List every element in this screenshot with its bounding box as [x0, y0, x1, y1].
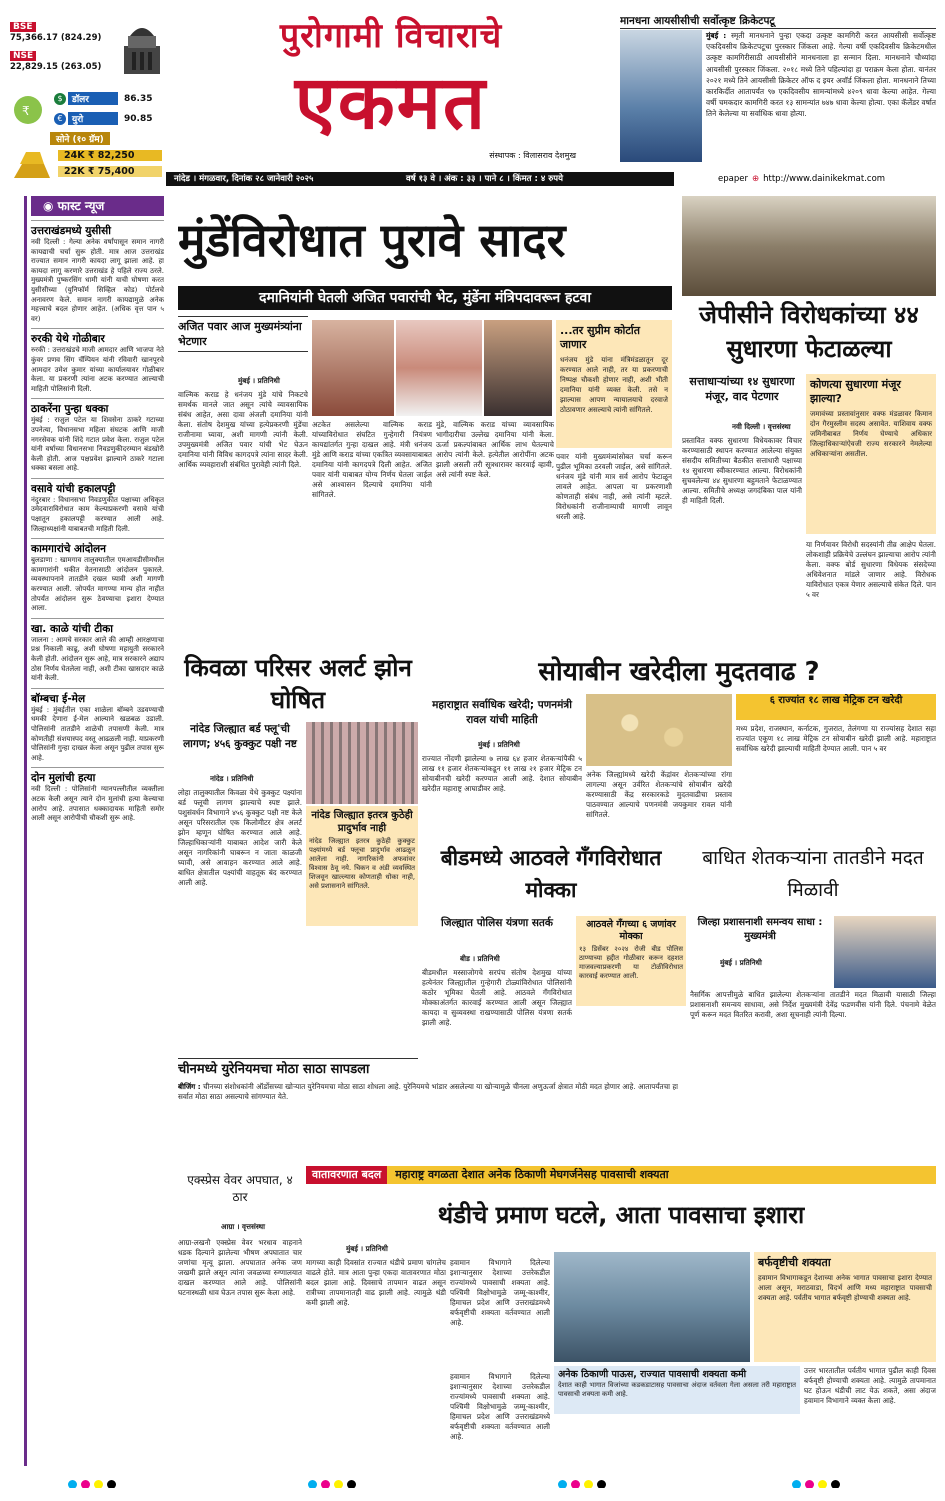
fast-news-item-title: खा. काळे यांची टीका	[31, 618, 164, 636]
masthead-tagline: पुरोगामी विचाराचे	[279, 16, 503, 56]
fast-news-item-title: रुरकी येथे गोळीबार	[31, 328, 164, 346]
munde-subhead: दमानियांनी घेतली अजित पवारांची भेट, मुंडेंना मंत्रिपदावरून हटवा	[178, 286, 672, 310]
birdflu-dateline: नांदेड । प्रतिनिधी	[210, 774, 254, 783]
top-story-text: स्मृती मानधनाने पुन्हा एकदा उत्कृष्ट कामगिरी करत आयसीसी सर्वोत्कृष्ट एकदिवसीय क्रिकेटपटूचा पुरस्कार जिंकला आहे. गेल्या वर्षी एकदिवसीय क्रिकेटमधील उत्कृष्ट कामगिरीसाठी आयसीसीने मानधनाला हा सन्मान दिला. मानधनाने चौथ्यांदा आयसीसी पुरस्कार जिंकला. २०१८ मध्ये तिने पहिल्यांदा हा पराक्रम केला होता. यानंतर २०२१ मध्ये तिने आयसीसी क्रिकेटर ऑफ द इयर अवॉर्ड जिंकला होता. मानधनाने तिच्या कारकिर्दीत आतापर्यंत ९७ एकदिवसीय सामन्यांमध्ये ४२०९ धावा केल्या आहेत. गेल्या वर्षी चमकदार कामगिरी करत १३ सामन्यांत ७४७ धावा केल्या होत्या. एका कॅलेंडर वर्षात तिने केलेल्या या सर्वाधिक धावा होत्या.	[706, 31, 936, 119]
birdflu-box	[306, 806, 418, 926]
munde-body-4: पवार यांनी मुख्यमंत्र्यांसोबत चर्चा करून पुढील भूमिका ठरवली जाईल, असे सांगितले. धनंजय मुंडे यांनी मात्र सर्व आरोप फेटाळून लावले आहेत. आपला या प्रकरणाशी कोणताही संबंध नाही, असे त्यांनी म्हटले. विरोधकांनी राजीनाम्याची मागणी लावून धरली आहे.	[556, 452, 672, 521]
munde-body-3: मुंडे, वाल्मिक कराड यांच्या व्यावसायिक भागीदारीचा उल्लेख दमानिया यांनी केला. ऊर्जा प्रकल्पांबाबत आर्थिक लाभ घेतल्याचे आरोप त्यांनी केले. हत्येतील आरोपींना अटक झाली असली तरी सूत्रधारावर कारवाई व्हावी, असे त्यांनी स्पष्ट केले.	[436, 420, 554, 479]
beed-body: बीडमधील मस्साजोगचे सरपंच संतोष देशमुख यांच्या हत्येनंतर जिल्ह्यातील गुन्हेगारी टोळ्यांविरोधात पोलिसांनी कठोर भूमिका घेतली आहे. आठवले गँगविरोधात मोक्काअंतर्गत कारवाई करण्यात आली असून जिल्ह्यात कायदा व सुव्यवस्था राखण्यासाठी पोलिस यंत्रणा सतर्क झाली आहे.	[422, 968, 572, 1027]
weather-body-4: हवामान विभागाने दिलेल्या इशाऱ्यानुसार देशाच्या उत्तरेकडील राज्यांमध्ये पावसाची शक्यता आहे. पश्चिमी विक्षोभामुळे जम्मू-काश्मीर, हिमाचल प्रदेश आणि उत्तराखंडमध्ये बर्फवृष्टीची शक्यता वर्तवण्यात आली आहे.	[450, 1372, 550, 1441]
epaper-text: epaper	[718, 174, 748, 184]
registration-marks-mid	[556, 1474, 656, 1488]
weather-photo	[554, 1252, 750, 1362]
munde-box-body: धनंजय मुंडे यांना मंत्रिमंडळातून दूर करण्यात आले नाही, तर या प्रकरणाची निष्पक्ष चौकशी होणार नाही, अशी भीती दमानिया यांनी व्यक्त केली. तसे न झाल्यास आपण न्यायालयाचे दरवाजे ठोठावणार असल्याचे त्यांनी सांगितले.	[560, 356, 668, 414]
china-text: चीनच्या संशोधकांनी ऑर्डोसच्या खोऱ्यात युरेनियमचा मोठा साठा शोधला आहे. युरेनियमचे भांडार असलेल्या या खोऱ्यामुळे चीनला अणुऊर्जा क्षेत्रात मोठी मदत होणार आहे. आतापर्यंतचा हा सर्वात मोठा साठा असल्याचे सांगण्यात येते.	[178, 1082, 678, 1101]
weather-banner-text: महाराष्ट्र वगळता देशात अनेक ठिकाणी मेघगर्जनेसह पावसाची शक्यता	[387, 1166, 936, 1184]
munde-box-title: ...तर सुप्रीम कोर्टात जाणार	[560, 324, 641, 351]
china-body	[178, 1082, 678, 1126]
euro-value: 90.85	[124, 113, 153, 124]
beed-dateline: बीड । प्रतिनिधी	[460, 954, 500, 963]
fast-news-item-body: मुंबई : राजुल पटेल या शिवसेना ठाकरे गटाच्या उपनेत्या, विधानसभा महिला संघटक आणि माजी नगरसेवक यांनी शिंदे गटात प्रवेश केला. राजुल पटेल यांनी वर्षाच्या विधानसभा निवडणुकीदरम्यान बंडखोरी केली होती. आज पक्षप्रवेश झाल्याने ठाकरे गटाला धक्का बसला आहे.	[31, 416, 164, 473]
jpc-box-body: जमावंच्या प्रस्तावांनुसार वक्फ मंडळावर किमान दोन गैरमुस्लीम सदस्य असावेत. याशिवाय वक्फ जमिनीबाबत निर्णय घेण्याचे अधिकार जिल्हाधिकाऱ्यांऐवजी राज्य सरकारने नेमलेल्या अधिकाऱ्यांना असतील.	[810, 410, 932, 458]
registration-marks-right	[790, 1474, 890, 1488]
soybean-headline: सोयाबीन खरेदीला मुदतवाढ ?	[538, 657, 820, 687]
photo-dhananjay-munde	[484, 320, 552, 416]
euro-icon: €	[54, 113, 66, 125]
nse-value: 22,829.15 (263.05)	[10, 62, 102, 72]
fast-news-item-title: कामगारांचे आंदोलन	[31, 538, 164, 556]
beed-box-title: आठवले गँगच्या ६ जणांवर मोक्का	[586, 919, 676, 942]
gold-label: सोने (१० ग्रॅम)	[50, 132, 110, 145]
photo-ajit-pawar	[396, 320, 482, 416]
fast-news-item-title: उत्तराखंडमध्ये युसीसी	[31, 220, 164, 238]
dollar-label: डॉलर	[68, 92, 118, 105]
fast-news-header	[31, 196, 164, 216]
weather-headline: थंडीचे प्रमाण घटले, आता पावसाचा इशारा	[437, 1201, 805, 1229]
fast-news-item-body: जालना : आमचे सरकार आले की आम्ही आरक्षणाचा प्रश्न निकाली काढू, अशी घोषणा महायुती सरकारने केली होती. आंदोलन सुरू आहे, मात्र सरकारने अद्याप ठोस निर्णय घेतलेला नाही, अशी टीका खासदार काळे यांनी केली.	[31, 635, 164, 683]
website-link[interactable]: http://www.dainikekmat.com	[763, 174, 886, 184]
weather-body-3: उत्तर भारतातील पर्वतीय भागात पुढील काही दिवस बर्फवृष्टी होण्याची शक्यता आहे. त्यामुळे तापमानात घट होऊन थंडीची लाट येऊ शकते, असा अंदाज हवामान विभागाने व्यक्त केला आहे.	[804, 1366, 936, 1405]
bolt-icon: ◉	[43, 199, 58, 213]
weather-box	[754, 1252, 936, 1362]
fast-news-item-title: बॉम्बचा ई-मेल	[31, 688, 164, 706]
china-headline: चीनमध्ये युरेनियमचा मोठा साठा सापडला	[178, 1058, 418, 1080]
soybean-body-2: अनेक जिल्ह्यांमध्ये खरेदी केंद्रांवर शेतकऱ्यांच्या रांगा लागल्या असून उर्वरित शेतकऱ्यांचे सोयाबीन खरेदी करण्यासाठी केंद्र सरकारकडे मुदतवाढीचा प्रस्ताव पाठवण्यात आल्याचे पणनमंत्री जयकुमार रावल यांनी सांगितले.	[586, 770, 732, 819]
issue-info: वर्ष १३ वे । अंक : ३३ । पाने ८ । किंमत : ४ रुपये	[406, 174, 564, 184]
weather-body-1: मागच्या काही दिवसांत राज्यात थंडीचे प्रमाण चांगलेच वाढले होते. मात्र आता पुन्हा एकदा वातावरणात मोठा बदल झाला आहे. दिवसाचे तापमान वाढत असून रात्रीच्या तापमानातही वाढ झाली आहे. त्यामुळे थंडी कमी झाली आहे.	[306, 1258, 446, 1307]
china-dateline: बीजिंग :	[178, 1082, 201, 1091]
weather-caption-title: अनेक ठिकाणी पाऊस, राज्यात पावसाची शक्यता कमी	[558, 1369, 747, 1380]
birdflu-body: लोहा तालुक्यातील किवळा येथे कुक्कुट पक्ष्यांना बर्ड फ्लूची लागण झाल्याचे स्पष्ट झाले. पशुसंवर्धन विभागाने ४५६ कुक्कुट पक्षी नष्ट केले असून परिसरातील एक किलोमीटर क्षेत्र अलर्ट झोन म्हणून घोषित करण्यात आले आहे. जिल्हाधिकाऱ्यांनी याबाबत आदेश जारी केले असून नागरिकांनी घाबरून न जाता काळजी घ्यावी, असे आवाहन करण्यात आले आहे. बाधित क्षेत्रातील पक्ष्यांची वाहतूक बंद करण्यात आली आहे.	[178, 788, 302, 887]
photo-damania	[312, 320, 394, 416]
fast-news	[24, 196, 164, 1466]
top-story	[620, 14, 936, 168]
gold-22k: 22K ₹ 75,400	[58, 166, 162, 177]
birdflu-subhead: नांदेड जिल्ह्यात बर्ड फ्लू'ची लागण; ४५६ कुक्कुट पक्षी नष्ट	[183, 723, 297, 750]
top-story-photo	[620, 30, 702, 162]
express-body: आग्रा-लखनौ एक्स्प्रेस वेवर भरधाव वाहनाने धडक दिल्याने झालेल्या भीषण अपघातात चार जणांचा मृत्यू झाला. अपघातात अनेक जण जखमी झाले असून त्यांना जवळच्या रुग्णालयात दाखल करण्यात आले आहे. पोलिसांनी घटनास्थळी धाव घेऊन तपास सुरू केला आहे.	[178, 1238, 302, 1297]
masthead-founder: संस्थापक : विलासराव देशमुख	[489, 151, 576, 160]
jpc-body-2: या निर्णयावर विरोधी सदस्यांनी तीव्र आक्षेप घेतला. लोकशाही प्रक्रियेचे उल्लंघन झाल्याचा आरोप त्यांनी केला. वक्फ बोर्ड सुधारणा विधेयक संसदेच्या अधिवेशनात मांडले जाणार आहे. विरोधक याविरोधात एकत्र येणार असल्याचे संकेत दिले. पान ५ वर	[806, 540, 936, 599]
jpc-box-title: कोणत्या सुधारणा मंजूर झाल्या?	[810, 378, 901, 405]
gold-bars-icon	[10, 148, 54, 182]
express-dateline: आग्रा । वृत्तसंस्था	[221, 1222, 265, 1231]
farmers-subhead: जिल्हा प्रशासनाशी समन्वय साधा : मुख्यमंत्री	[697, 917, 823, 942]
birdflu-box-body: नांदेड जिल्ह्यात इतरत्र कुठेही कुक्कुट पक्ष्यांमध्ये बर्ड फ्लूचा प्रादुर्भाव आढळून आलेला नाही. नागरिकांनी अफवांवर विश्वास ठेवू नये. चिकन व अंडी व्यवस्थित शिजवून खाल्ल्यास कोणताही धोका नाही, असे प्रशासनाने सांगितले.	[309, 837, 415, 890]
weather-caption-body: देशात काही भागात विजांच्या कडकडाटासह पावसाचा अंदाज वर्तवला गेला असला तरी महाराष्ट्रात पावसाची शक्यता कमी आहे.	[558, 1381, 796, 1398]
bse-label: BSE	[10, 22, 36, 32]
weather-box-body: हवामान विभागाकडून देशाच्या अनेक भागात पावसाचा इशारा देण्यात आला असून, मराठवाडा, विदर्भ आणि मध्य महाराष्ट्रात पावसाची शक्यता आहे. पर्वतीय भागात बर्फवृष्टी होण्याची शक्यता आहे.	[758, 1274, 932, 1302]
farmers-headline: बाधित शेतकऱ्यांना तातडीने मदत मिळावी	[702, 847, 924, 901]
fast-news-item-title: ठाकरेंना पुन्हा धक्का	[31, 398, 164, 416]
jpc-subhead: सत्ताधाऱ्यांच्या १४ सुधारणा मंजूर, वाद पेटणार	[689, 375, 795, 403]
munde-side-title: अजित पवार आज मुख्यमंत्र्यांना भेटणार	[178, 316, 308, 352]
dollar-value: 86.35	[124, 93, 153, 104]
fast-news-item-body: बुलडाणा : खामगाव तालुक्यातील एमआयडीसीमधील कामगारांनी थकीत वेतनासाठी आंदोलन पुकारले. व्यवस्थापनाने तातडीने दखल घ्यावी अशी मागणी करण्यात आली. जोपर्यंत मागण्या मान्य होत नाहीत तोपर्यंत आंदोलन सुरू ठेवण्याचा इशारा देण्यात आला.	[31, 556, 164, 613]
birdflu-box-title: नांदेड जिल्ह्यात इतरत्र कुठेही प्रादुर्भाव नाही	[311, 810, 413, 834]
currency-arrows-icon	[10, 92, 50, 128]
birdflu-headline: किवळा परिसर अलर्ट झोन घोषित	[184, 654, 412, 714]
epaper-label[interactable]	[674, 172, 936, 186]
soybean-box	[736, 694, 936, 720]
weather-box-title: बर्फवृष्टीची शक्यता	[758, 1256, 831, 1269]
registration-marks-left	[66, 1474, 166, 1488]
fast-news-item-body: नंदुरबार : विधानसभा निवडणुकीत पक्षाच्या अधिकृत उमेदवाराविरोधात काम केल्याप्रकरणी वसावे यांची पक्षातून हकालपट्टी करण्यात आली आहे. जिल्हाध्यक्षांनी याबाबतची माहिती दिली.	[31, 495, 164, 533]
soybean-body-1: राज्यात नोंदणी झालेल्या ७ लाख ६४ हजार शेतकऱ्यांपैकी ५ लाख ११ हजार शेतकऱ्यांकडून ११ लाख २१ हजार मेट्रिक टन सोयाबीनची खरेदी करण्यात आली आहे. देशात सोयाबीन खरेदीत महाराष्ट्र आघाडीवर आहे.	[422, 754, 582, 793]
fast-news-item-body: नवी दिल्ली : पोलिसांनी ग्यानपल्लीतील व्यक्तीला अटक केली असून त्याने दोन मुलांची हत्या केल्याचा आरोप आहे. तपासात धक्कादायक माहिती समोर आली असून आरोपीची चौकशी सुरू आहे.	[31, 785, 164, 823]
fast-news-list	[31, 220, 164, 824]
dollar-row	[54, 92, 162, 105]
fast-news-item-title: वसावे यांची हकालपट्टी	[31, 478, 164, 496]
beed-subhead: जिल्ह्यात पोलिस यंत्रणा सतर्क	[441, 917, 553, 929]
globe-icon: ⊕	[751, 174, 760, 184]
bse-value: 75,366.17 (824.29)	[10, 33, 102, 43]
dateline: नांदेड । मंगळवार, दिनांक २८ जानेवारी २०२५	[174, 174, 314, 184]
soybean-box-body: मध्य प्रदेश, राजस्थान, कर्नाटक, गुजरात, तेलंगणा या राज्यांसह देशात सहा राज्यांत एकूण १८ लाख मेट्रिक टन सोयाबीन खरेदी झाली आहे. महाराष्ट्रात सर्वाधिक खरेदी झाल्याची माहिती देण्यात आली. पान ५ वर	[736, 724, 936, 753]
soybean-subhead: महाराष्ट्रात सर्वाधिक खरेदी; पणनमंत्री रावल यांची माहिती	[432, 699, 572, 726]
weather-banner-label: वातावरणात बदल	[306, 1166, 387, 1184]
beed-box	[576, 916, 686, 1006]
top-story-kicker: मानधना आयसीसीची सर्वोत्कृष्ट क्रिकेटपटू	[620, 14, 936, 29]
top-story-dateline: मुंबई :	[706, 31, 727, 40]
photo-fadnavis	[834, 916, 936, 988]
express-headline: एक्स्प्रेस वेवर अपघात, ४ ठार	[187, 1173, 293, 1204]
jpc-dateline: नवी दिल्ली । वृत्तसंस्था	[732, 422, 791, 431]
euro-row	[54, 112, 162, 125]
soybean-dateline: मुंबई । प्रतिनिधी	[478, 740, 520, 749]
masthead-logo: एकमत	[294, 60, 488, 146]
euro-label: युरो	[68, 112, 118, 125]
fast-news-item-body: रुरकी : उत्तराखंडचे माजी आमदार आणि भाजपा नेते कुंवर प्रणव सिंग चॅम्पियन यांनी रविवारी खानपूरचे आमदार उमेश कुमार यांच्या कार्यालयावर गोळीबार केला. या प्रकरणी त्यांना अटक करण्यात आल्याची माहिती पोलिसांनी दिली.	[31, 346, 164, 393]
munde-body-1: वाल्मिक कराड हे धनंजय मुंडे यांचे निकटचे समर्थक मानले जात असून त्यांचे व्यावसायिक संबंध आहेत, असा दावा अंजली दमानिया यांनी केला. संतोष देशमुख यांच्या हत्येप्रकरणी मुंडेंचा राजीनामा घ्यावा, अशी मागणी त्यांनी केली. उपमुख्यमंत्री अजित पवार यांची भेट घेऊन दमानिया यांनी विविध कागदपत्रे त्यांना सादर केली. आर्थिक व्यवहाराशी संबंधित पुरावेही त्यांनी दिले.	[178, 390, 308, 469]
jpc-body-1: प्रस्तावित वक्फ सुधारणा विधेयकावर विचार करण्यासाठी स्थापन करण्यात आलेल्या संयुक्त संसदीय समितीच्या बैठकीत सत्ताधारी पक्षाच्या १४ सुधारणा स्वीकारण्यात आल्या. विरोधकांनी सुचवलेल्या ४४ सुधारणा बहुमताने फेटाळण्यात आल्या. समितीचे अध्यक्ष जगदंबिका पाल यांनी ही माहिती दिली.	[682, 436, 802, 505]
registration-marks-center	[306, 1474, 406, 1488]
munde-dateline: मुंबई । प्रतिनिधी	[238, 376, 280, 385]
soybean-photo	[586, 694, 732, 766]
masthead	[166, 14, 616, 172]
munde-side	[178, 316, 308, 370]
gold-24k: 24K ₹ 82,250	[58, 150, 162, 161]
top-story-body	[706, 30, 936, 166]
dollar-icon: $	[54, 93, 66, 105]
farmers-dateline: मुंबई । प्रतिनिधी	[720, 958, 762, 967]
weather-body-2: हवामान विभागाने दिलेल्या इशाऱ्यानुसार देशाच्या उत्तरेकडील राज्यांमध्ये पावसाची शक्यता आहे. पश्चिमी विक्षोभामुळे जम्मू-काश्मीर, हिमाचल प्रदेश आणि उत्तराखंडमध्ये बर्फवृष्टीची शक्यता वर्तवण्यात आली आहे.	[450, 1258, 550, 1327]
nse-label: NSE	[10, 51, 36, 61]
munde-headline: मुंडेंविरोधात पुरावे सादर	[178, 213, 566, 267]
market-panel	[10, 14, 162, 184]
fast-news-item-body: मुंबई : मुंबईतील एका शाळेला बॉम्बने उडवण्याची धमकी देणारा ई-मेल आल्याने खळबळ उडाली. पोलिसांनी तातडीने शाळेची तपासणी केली. मात्र कोणतीही संशयास्पद वस्तू आढळली नाही. याप्रकरणी पोलिसांनी गुन्हा दाखल केला असून पुढील तपास सुरू आहे.	[31, 705, 164, 762]
munde-body-2: अटकेत असलेल्या वाल्मिक कराड यांच्याविरोधात संघटित गुन्हेगारी नियंत्रण कायद्यांतर्गत गुन्हा दाखल आहे. मंत्री धनंजय मुंडे आणि कराड यांच्या एकत्रित व्यवसायाबाबत दमानिया यांनी कागदपत्रे दिली आहेत. अजित पवार यांनी याबाबत योग्य निर्णय घेतला जाईल असे आश्वासन दिल्याचे दमानिया यांनी सांगितले.	[312, 420, 432, 499]
dateline-bar	[166, 172, 936, 186]
jpc-photo	[682, 196, 936, 296]
soybean-box-title: ६ राज्यांत १८ लाख मेट्रिक टन खरेदी	[769, 695, 903, 706]
fast-news-item-title: दोन मुलांची हत्या	[31, 767, 164, 785]
svg-text:₹: ₹	[22, 104, 30, 118]
fast-news-title: फास्ट न्यूज	[57, 199, 105, 213]
beed-box-body: १३ डिसेंबर २०२४ रोजी बीड पोलिस ठाण्याच्या हद्दीत गोळीबार करून दहशत माजवल्याप्रकरणी या टोळीविरोधात कारवाई करण्यात आली.	[579, 945, 683, 980]
jpc-headline: जेपीसीने विरोधकांच्या ४४ सुधारणा फेटाळल्या	[699, 301, 919, 363]
bull-icon	[122, 16, 162, 76]
weather-banner	[306, 1166, 936, 1184]
birdflu-photo	[306, 722, 418, 804]
munde-box	[556, 320, 672, 448]
weather-photo-caption	[554, 1366, 800, 1414]
fast-news-item-body: नवी दिल्ली : गेल्या अनेक वर्षांपासून समान नागरी कायद्याची चर्चा सुरू होती. मात्र आज उत्तराखंड राज्यात समान नागरी कायदा लागू झाला आहे. हा कायदा लागू करणारे उत्तराखंड हे पहिले राज्य ठरले. मुख्यमंत्री पुष्करसिंग धामी यांनी याची घोषणा करत युसीसीच्या (युनिफॉर्म सिव्हिल कोड) पोर्टलचे अनावरण केले. समान नागरी कायद्यामुळे अनेक महत्त्वाचे बदल होणार आहेत. (अधिक वृत्त पान ५ वर)	[31, 238, 164, 323]
weather-dateline: मुंबई । प्रतिनिधी	[346, 1244, 388, 1253]
jpc-box	[806, 374, 936, 534]
beed-headline: बीडमध्ये आठवले गँगविरोधात मोक्का	[440, 846, 662, 902]
farmers-body: नैसर्गिक आपत्तीमुळे बाधित झालेल्या शेतकऱ्यांना तातडीने मदत मिळावी यासाठी जिल्हा प्रशासनाशी समन्वय साधावा, असे निर्देश मुख्यमंत्री देवेंद्र फडणवीस यांनी दिले. पंचनामे वेळेत पूर्ण करून मदत वितरित करावी, अशा सूचनाही त्यांनी दिल्या.	[690, 990, 936, 1019]
bse-block	[10, 14, 120, 72]
